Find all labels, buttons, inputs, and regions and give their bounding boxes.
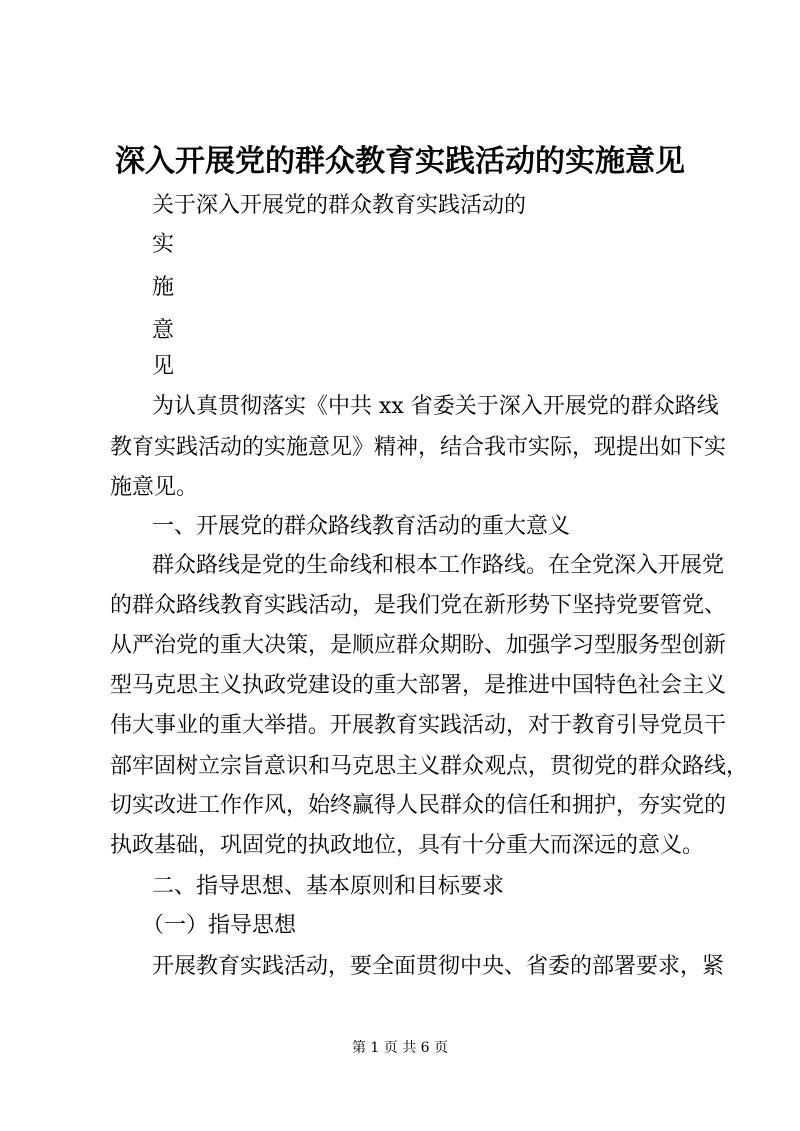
paragraph-line: 从严治党的重大决策，是顺应群众期盼、加强学习型服务型创新 bbox=[110, 633, 727, 658]
paragraph-line: 切实改进工作作风，始终赢得人民群众的信任和拥护，夯实党的 bbox=[110, 793, 727, 818]
document-title: 深入开展党的群众教育实践活动的实施意见 bbox=[115, 144, 685, 179]
vertical-char: 意 bbox=[152, 318, 175, 343]
subtitle-line: 关于深入开展党的群众教育实践活动的 bbox=[152, 193, 527, 218]
paragraph-line: 执政基础，巩固党的执政地位，具有十分重大而深远的意义。 bbox=[110, 833, 705, 858]
paragraph-line: 伟大事业的重大举措。开展教育实践活动，对于教育引导党员干 bbox=[110, 713, 727, 738]
page-number-footer: 第 1 页 共 6 页 bbox=[351, 1040, 449, 1056]
vertical-char: 实 bbox=[152, 232, 175, 257]
paragraph-line: 群众路线是党的生命线和根本工作路线。在全党深入开展党 bbox=[152, 553, 725, 578]
intro-line: 施意见。 bbox=[110, 475, 199, 500]
section-heading: 二、指导思想、基本原则和目标要求 bbox=[152, 874, 505, 899]
paragraph-line: 型马克思主义执政党建设的重大部署，是推进中国特色社会主义 bbox=[110, 673, 727, 698]
subsection-heading: （一）指导思想 bbox=[142, 913, 297, 938]
paragraph-line: 开展教育实践活动，要全面贯彻中央、省委的部署要求，紧 bbox=[152, 954, 725, 979]
intro-line: 教育实践活动的实施意见》精神，结合我市实际，现提出如下实 bbox=[110, 435, 727, 460]
intro-line: 为认真贯彻落实《中共 xx 省委关于深入开展党的群众路线 bbox=[152, 394, 719, 419]
vertical-char: 见 bbox=[152, 354, 175, 379]
section-heading: 一、开展党的群众路线教育活动的重大意义 bbox=[152, 514, 571, 539]
vertical-char: 施 bbox=[152, 275, 175, 300]
paragraph-line: 部牢固树立宗旨意识和马克思主义群众观点，贯彻党的群众路线， bbox=[110, 754, 749, 779]
paragraph-line: 的群众路线教育实践活动，是我们党在新形势下坚持党要管党、 bbox=[110, 593, 727, 618]
